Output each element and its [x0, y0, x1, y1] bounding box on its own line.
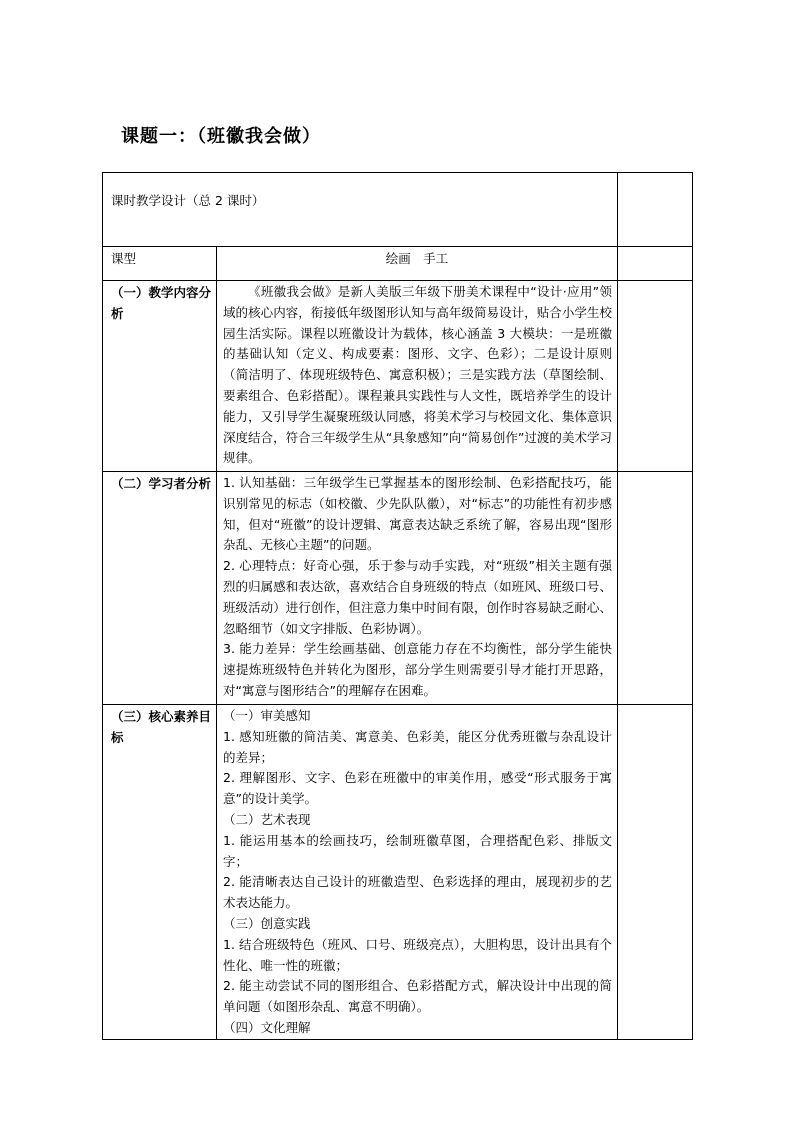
lesson-plan-table — [102, 172, 693, 1040]
notes-cell — [618, 472, 693, 705]
notes-cell — [618, 281, 693, 472]
design-label-cell — [103, 173, 618, 247]
paragraph: 1. 结合班级特色（班风、口号、班级亮点），大胆构思，设计出具有个性化、唯一性的班徽； — [223, 936, 612, 973]
table-row-header — [103, 173, 693, 247]
paragraph: 1. 能运用基本的绘画技巧，绘制班徽草图，合理搭配色彩、排版文字； — [223, 832, 612, 869]
paragraph: 3. 能力差异：学生绘画基础、创意能力存在不均衡性，部分学生能快速提炼班级特色并转化为图形，部分学生则需要引导才能打开思路，对“寓意与图形结合”的理解存在困难。 — [223, 641, 612, 698]
notes-cell — [618, 247, 693, 281]
learner-analysis-cell — [217, 472, 618, 705]
paragraph: 2. 理解图形、文字、色彩在班徽中的审美作用，感受“形式服务于寓意”的设计美学。 — [223, 770, 612, 807]
section-label: （三）核心素养目标 — [103, 705, 217, 1040]
paragraph: 2. 心理特点：好奇心强，乐于参与动手实践，对“班级”相关主题有强烈的归属感和表达欲，喜欢结合自身班级的特点（如班风、班级口号、班级活动）进行创作，但注意力集中时间有限，创作时容易缺乏耐心、忽略细节（如文字排版、色彩协调）。 — [223, 558, 612, 636]
design-label: 课时教学设计（总 2 课时） — [111, 193, 265, 208]
subheading: （四）文化理解 — [223, 1019, 311, 1035]
subheading: （三）创意实践 — [223, 915, 311, 931]
type-label: 课型 — [103, 247, 217, 281]
section-label: （一）教学内容分析 — [103, 281, 217, 472]
paragraph: 2. 能清晰表达自己设计的班徽造型、色彩选择的理由，展现初步的艺术表达能力。 — [223, 874, 612, 911]
subheading: （一）审美感知 — [223, 708, 311, 723]
paragraph: 1. 认知基础：三年级学生已掌握基本的图形绘制、色彩搭配技巧，能识别常见的标志（如校徽、少先队队徽），对“标志”的功能性有初步感知，但对“班徽”的设计逻辑、寓意表达缺乏系统了解，容易出现“图形杂乱、无核心主题”的问题。 — [223, 475, 612, 553]
table-row-content-analysis — [103, 281, 693, 472]
page-title: 课题一：（班徽我会做） — [121, 126, 321, 147]
notes-cell — [618, 705, 693, 1040]
notes-cell — [618, 173, 693, 247]
section-label: （二）学习者分析 — [103, 472, 217, 705]
type-value: 绘画 手工 — [217, 247, 618, 281]
table-row-core-goals — [103, 705, 693, 1040]
core-goals-cell — [217, 705, 618, 1040]
table-row-type — [103, 247, 693, 281]
paragraph: 2. 能主动尝试不同的图形组合、色彩搭配方式，解决设计中出现的简单问题（如图形杂乱、寓意不明确）。 — [223, 978, 612, 1015]
subheading: （二）艺术表现 — [223, 811, 311, 827]
table-row-learner-analysis — [103, 472, 693, 705]
paragraph: 1. 感知班徽的简洁美、寓意美、色彩美，能区分优秀班徽与杂乱设计的差异； — [223, 728, 612, 765]
content-analysis-text: 《班徽我会做》是新人美版三年级下册美术课程中“设计·应用”领域的核心内容，衔接低年级图形认知与高年级简易设计，贴合小学生校园生活实际。课程以班徽设计为载体，核心涵盖 3 大模块：一是班徽的基础认知（定义、构成要素：图形、文字、色彩）；二是设计原则（简洁明了、体现班级特色、寓意积极）；三是实践方法（草图绘制、要素组合、色彩搭配）。课程兼具实践性与人文性，既培养学生的设计能力，又引导学生凝聚班级认同感，将美术学习与校园文化、集体意识深度结合，符合三年级学生从“具象感知”向“简易创作”过渡的美术学习规律。 — [217, 281, 618, 472]
